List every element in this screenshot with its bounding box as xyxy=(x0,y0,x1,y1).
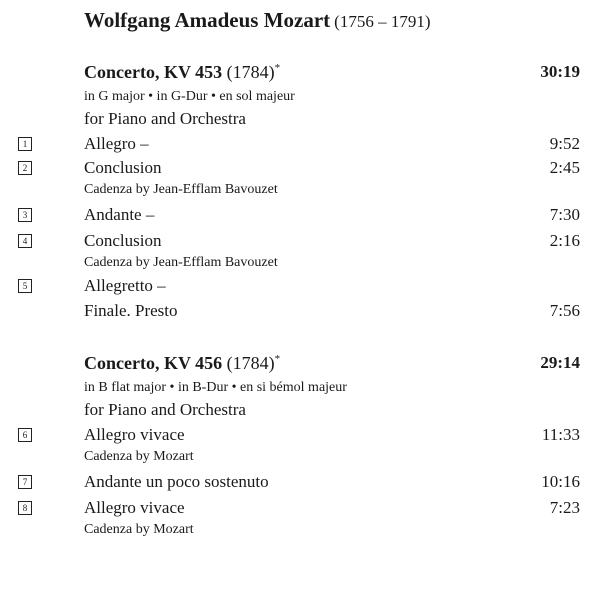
work-year: (1784) xyxy=(226,62,275,82)
track-duration: 7:30 xyxy=(549,205,580,224)
work-title xyxy=(84,62,280,83)
work-keys: in G major • in G-Dur • en sol majeur xyxy=(84,89,295,104)
work-title xyxy=(84,353,280,374)
work-title-text: Concerto, KV 456 xyxy=(84,353,223,373)
work-keys: in B flat major • in B-Dur • en si bémol majeur xyxy=(84,380,347,395)
track-title: Allegro vivace xyxy=(84,425,185,444)
track-number: 3 xyxy=(18,208,32,222)
track-title: Allegro vivace xyxy=(84,498,185,517)
track-duration: 9:52 xyxy=(549,134,580,153)
track-duration: 11:33 xyxy=(541,425,580,444)
track-title: Andante un poco sostenuto xyxy=(84,472,269,491)
composer-heading xyxy=(84,8,430,33)
track-number: 2 xyxy=(18,161,32,175)
track-title-continuation: Finale. Presto xyxy=(84,301,178,320)
track-number: 5 xyxy=(18,279,32,293)
work-title-text: Concerto, KV 453 xyxy=(84,62,223,82)
track-duration: 10:16 xyxy=(541,472,580,491)
track-title: Allegro – xyxy=(84,134,149,153)
track-note: Cadenza by Jean-Efflam Bavouzet xyxy=(84,182,278,197)
track-duration: 2:16 xyxy=(549,231,580,250)
track-duration: 7:23 xyxy=(549,498,580,517)
track-number: 8 xyxy=(18,501,32,515)
work-instrumentation: for Piano and Orchestra xyxy=(84,109,246,128)
track-note: Cadenza by Jean-Efflam Bavouzet xyxy=(84,255,278,270)
track-duration: 2:45 xyxy=(549,158,580,177)
track-number: 1 xyxy=(18,137,32,151)
track-title: Andante – xyxy=(84,205,155,224)
track-note: Cadenza by Mozart xyxy=(84,449,194,464)
track-number: 4 xyxy=(18,234,32,248)
work-total-duration: 30:19 xyxy=(540,62,580,81)
work-instrumentation: for Piano and Orchestra xyxy=(84,400,246,419)
work-total-duration: 29:14 xyxy=(540,353,580,372)
composer-dates: (1756 – 1791) xyxy=(334,12,431,31)
work-asterisk: * xyxy=(274,62,281,74)
work-year: (1784) xyxy=(226,353,275,373)
track-note: Cadenza by Mozart xyxy=(84,522,194,537)
work-asterisk: * xyxy=(274,353,281,365)
track-duration: 7:56 xyxy=(549,301,580,320)
track-number: 7 xyxy=(18,475,32,489)
track-number: 6 xyxy=(18,428,32,442)
track-title: Allegretto – xyxy=(84,276,166,295)
track-title: Conclusion xyxy=(84,158,162,177)
track-title: Conclusion xyxy=(84,231,162,250)
composer-name: Wolfgang Amadeus Mozart xyxy=(84,8,331,32)
